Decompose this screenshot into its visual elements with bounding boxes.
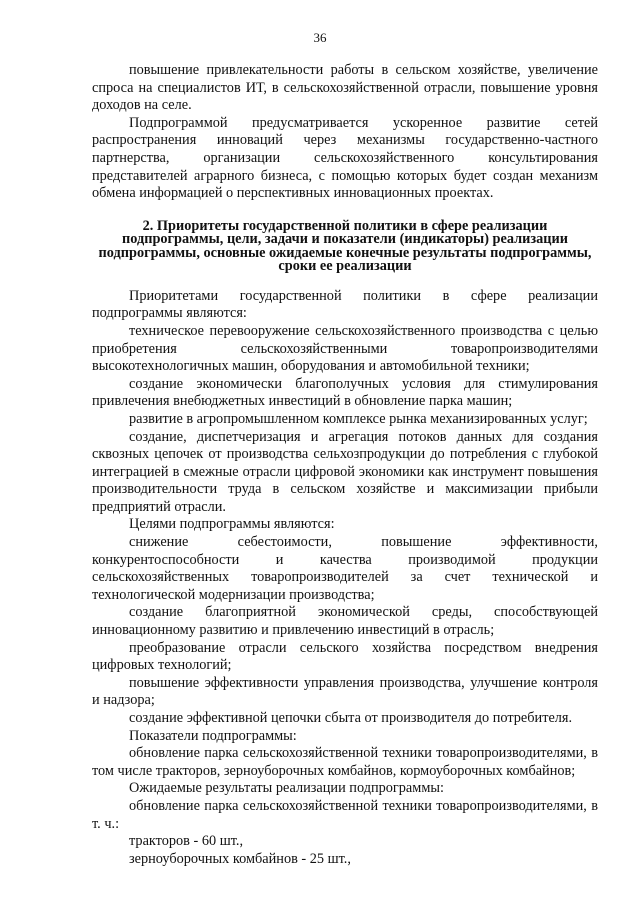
paragraph: Приоритетами государственной политики в сфере реализации подпрограммы являются: bbox=[92, 287, 598, 322]
paragraph: Показатели подпрограммы: bbox=[129, 727, 297, 744]
page-number: 36 bbox=[313, 30, 327, 45]
list-item: создание благоприятной экономической среды, способствующей инновационному развитию и привлечению инвестиций в отрасль; bbox=[92, 604, 598, 639]
paragraph: повышение привлекательности работы в сельском хозяйстве, увеличение спроса на специалистов ИТ, в сельскохозяйственной отрасли, повышение уровня доходов на селе. bbox=[92, 62, 598, 114]
paragraph: Ожидаемые результаты реализации подпрограммы: bbox=[129, 780, 444, 797]
list-item: создание эффективной цепочки сбыта от производителя до потребителя. bbox=[129, 710, 573, 726]
list-item: техническое перевооружение сельскохозяйственного производства с целью приобретения сельскохозяйственными товаропроизводителями высокотехнологичных машин, оборудования и автомобильной техники; bbox=[92, 322, 598, 375]
list-item: повышение эффективности управления производства, улучшение контроля и надзора; bbox=[92, 674, 598, 709]
paragraph: Подпрограммой предусматривается ускоренное развитие сетей распространения инноваций через механизмы государственно-частного партнерства, организации сельскохозяйственного консультирования представителей аграрного бизнеса, с помощью которых будет создан механизм обмена информацией о перспективных инновационных проектах. bbox=[92, 114, 598, 202]
list-item: создание экономически благополучных условия для стимулирования привлечения внебюджетных инвестиций в обновление парка машин; bbox=[92, 375, 598, 410]
list-item: создание, диспетчеризация и агрегация потоков данных для создания сквозных цепочек от производства сельхозпродукции до потребления с глубокой интеграцией в смежные отрасли цифровой экономики как инструмент повышения производительности труда в сельском хозяйстве и максимизации прибыли предприятий отрасли. bbox=[92, 428, 598, 515]
list-item: обновление парка сельскохозяйственной техники товаропроизводителями, в том числе тракторов, зерноуборочных комбайнов, кормоуборочных комбайнов; bbox=[92, 745, 598, 779]
document-body bbox=[92, 62, 598, 868]
list-item: тракторов - 60 шт., bbox=[129, 833, 244, 850]
list-item: снижение себестоимости, повышение эффективности, конкурентоспособности и качества производимой продукции сельскохозяйственных товаропроизводителей за счет технической и технологической модернизации производства; bbox=[92, 534, 598, 603]
list-item: развитие в агропромышленном комплексе рынка механизированных услуг; bbox=[129, 410, 588, 427]
paragraph: Целями подпрограммы являются: bbox=[129, 516, 335, 533]
list-item: обновление парка сельскохозяйственной техники товаропроизводителями, в т. ч.: bbox=[92, 797, 598, 832]
list-item: преобразование отрасли сельского хозяйства посредством внедрения цифровых технологий; bbox=[92, 639, 598, 674]
list-item: зерноуборочных комбайнов - 25 шт., bbox=[129, 850, 351, 867]
section-heading: 2. Приоритеты государственной политики в сфере реализации подпрограммы, цели, задачи и показатели (индикаторы) реализации подпрограммы, основные ожидаемые конечные результаты подпрограммы, сроки ее реализации bbox=[98, 217, 592, 275]
